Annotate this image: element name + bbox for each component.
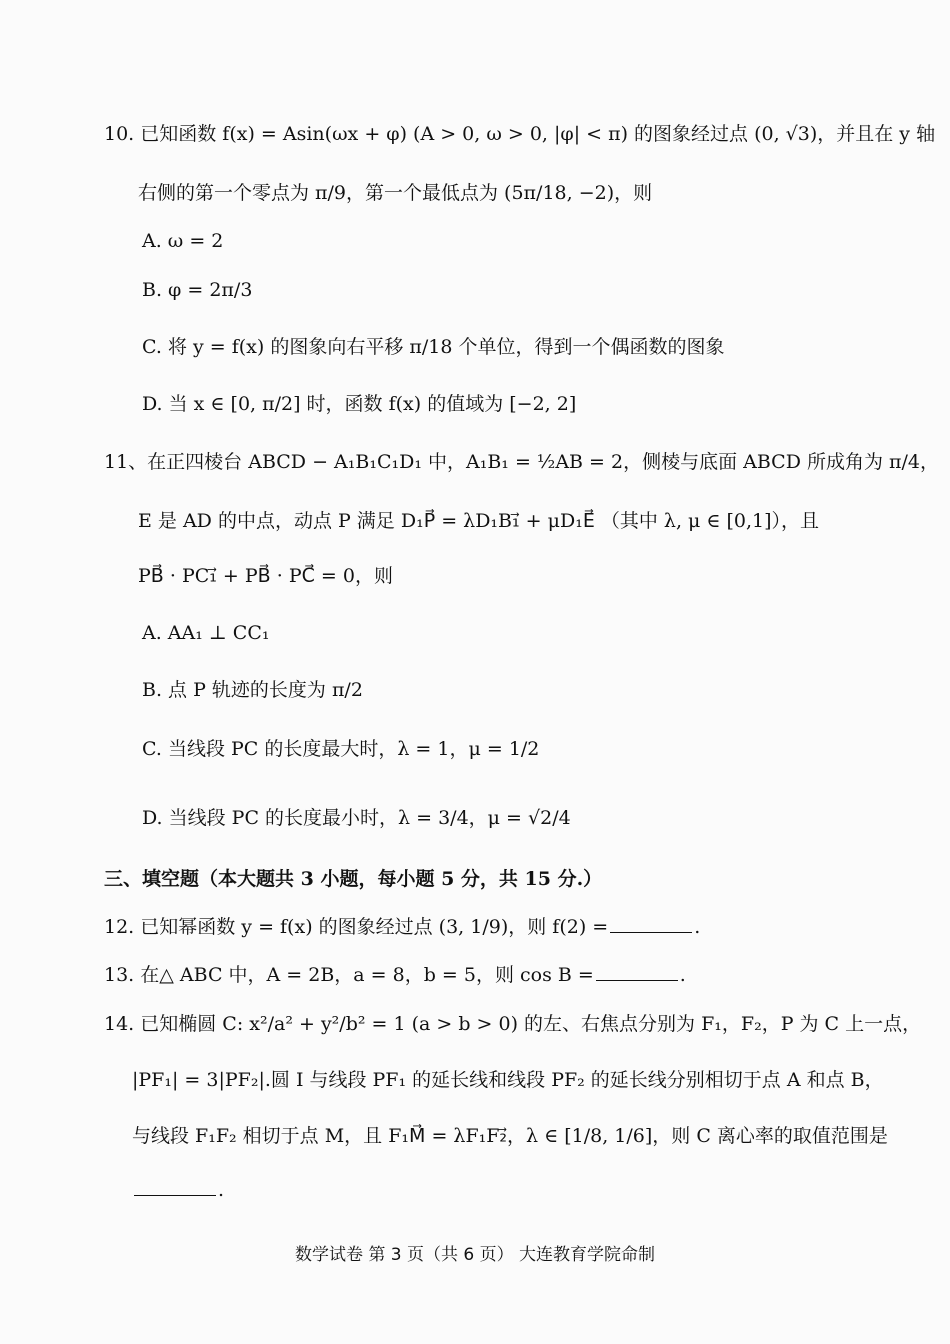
q13-end: . [679,964,686,986]
q12-answer-blank [610,931,692,933]
q10-stem-line-2: 右侧的第一个零点为 π/9，第一个最低点为 (5π/18, −2)，则 [138,182,653,204]
q10-stem-line-1: 10. 已知函数 f(x) = Asin(ωx + φ) (A > 0, ω > 0, |φ| < π) 的图象经过点 (0, √3)，并且在 y 轴 [104,123,936,145]
q11-option-d: D. 当线段 PC 的长度最小时，λ = 3/4，μ = √2/4 [142,807,571,829]
q11-option-a: A. AA₁ ⊥ CC₁ [142,622,270,644]
q11-stem-line-3: PB⃗ · PC₁⃗ + PB⃗ · PC⃗ = 0，则 [138,565,393,587]
q13-text: 13. 在△ ABC 中，A = 2B，a = 8，b = 5，则 cos B = [104,964,594,986]
q10-option-d: D. 当 x ∈ [0, π/2] 时，函数 f(x) 的值域为 [−2, 2] [142,393,577,415]
q11-option-c: C. 当线段 PC 的长度最大时，λ = 1，μ = 1/2 [142,738,540,760]
q11-option-b: B. 点 P 轨迹的长度为 π/2 [142,679,363,701]
q11-stem-line-2: E 是 AD 的中点，动点 P 满足 D₁P⃗ = λD₁B₁⃗ + μD₁E⃗ （其中 λ, μ ∈ [0,1]），且 [138,510,820,532]
q14-stem-line-3: 与线段 F₁F₂ 相切于点 M，且 F₁M⃗ = λF₁F₂⃗，λ ∈ [1/8, 1/6]，则 C 离心率的取值范围是 [132,1125,888,1147]
q10-option-a: A. ω = 2 [142,230,224,252]
q10-option-b: B. φ = 2π/3 [142,279,253,301]
section-3-heading: 三、填空题（本大题共 3 小题，每小题 5 分，共 15 分.） [104,868,603,890]
q10-option-c: C. 将 y = f(x) 的图象向右平移 π/18 个单位，得到一个偶函数的图象 [142,336,725,358]
q14-end: . [218,1179,225,1201]
q11-stem-line-1: 11、在正四棱台 ABCD − A₁B₁C₁D₁ 中，A₁B₁ = ½AB = 2，侧棱与底面 ABCD 所成角为 π/4， [104,451,939,473]
page-footer: 数学试卷 第 3 页（共 6 页） 大连教育学院命制 [294,1245,656,1265]
q14-stem-line-1: 14. 已知椭圆 C: x²/a² + y²/b² = 1 (a > b > 0) 的左、右焦点分别为 F₁，F₂，P 为 C 上一点， [104,1013,922,1035]
q13-line [104,966,686,985]
q12-text: 12. 已知幂函数 y = f(x) 的图象经过点 (3, 1/9)，则 f(2) = [104,916,609,938]
q14-answer-line [132,1181,224,1200]
q12-end: . [694,916,701,938]
q14-stem-line-2: |PF₁| = 3|PF₂|.圆 I 与线段 PF₁ 的延长线和线段 PF₂ 的延长线分别相切于点 A 和点 B， [132,1069,884,1091]
q13-answer-blank [596,979,678,981]
q12-line [104,918,700,937]
q14-answer-blank [134,1194,216,1196]
